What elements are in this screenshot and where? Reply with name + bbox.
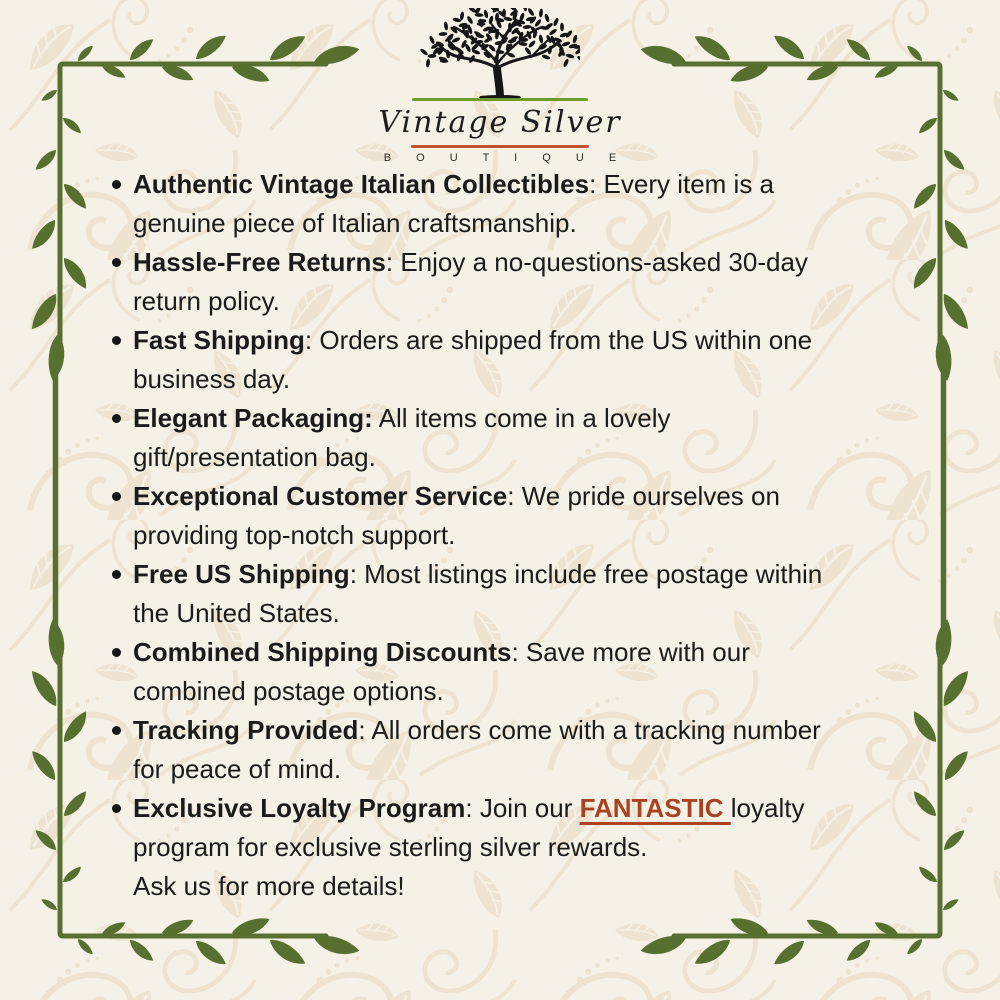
brand-subtitle: B O U T I Q U E [383, 152, 628, 164]
item-head: Combined Shipping Discounts [133, 637, 512, 667]
bullet-icon [112, 648, 121, 657]
item-text: Orders are shipped from the US within one [319, 325, 813, 355]
benefits-list [112, 165, 972, 906]
list-item [112, 165, 972, 243]
item-sep: : [349, 559, 365, 589]
item-head: Tracking Provided [133, 715, 359, 745]
list-item [112, 477, 972, 555]
item-sep: : [589, 169, 604, 199]
item-text: the United States. [133, 598, 340, 628]
item-text: Save more with our [525, 637, 750, 667]
item-text: loyalty [730, 793, 805, 823]
item-text: program for exclusive sterling silver rewards. [133, 832, 648, 862]
item-head: Elegant Packaging: [133, 403, 373, 433]
item-text: Join our [479, 793, 580, 823]
list-item [112, 711, 972, 789]
item-head: Authentic Vintage Italian Collectibles [133, 169, 590, 199]
item-head: Free US Shipping [133, 559, 350, 589]
logo [0, 8, 1000, 164]
bullet-icon [112, 726, 121, 735]
list-item [112, 399, 972, 477]
item-text: gift/presentation bag. [133, 442, 376, 472]
fantastic-highlight: FANTASTIC [579, 793, 731, 823]
logo-divider-green [412, 98, 588, 101]
bullet-icon [112, 804, 121, 813]
list-item [112, 243, 972, 321]
bullet-icon [112, 492, 121, 501]
bullet-icon [112, 570, 121, 579]
logo-divider-red [411, 145, 589, 148]
item-sep: : [304, 325, 320, 355]
item-text: Enjoy a no-questions-asked 30-day [400, 247, 808, 277]
list-item [112, 321, 972, 399]
bullet-icon [112, 180, 121, 189]
item-head: Fast Shipping [133, 325, 305, 355]
bullet-icon [112, 414, 121, 423]
item-sep: : [385, 247, 401, 277]
item-text: All orders come with a tracking number [371, 715, 821, 745]
bullet-icon [112, 336, 121, 345]
list-item [112, 633, 972, 711]
olive-tree-icon [420, 8, 580, 98]
bullet-icon [112, 258, 121, 267]
item-text: providing top-notch support. [133, 520, 456, 550]
item-text: combined postage options. [133, 676, 444, 706]
brand-name: Vintage Silver [378, 105, 622, 140]
item-text: business day. [133, 364, 291, 394]
item-sep: : [465, 793, 480, 823]
item-text: Ask us for more details! [133, 871, 405, 901]
list-item [112, 555, 972, 633]
item-text: All items come in a lovely [378, 403, 671, 433]
item-head: Exceptional Customer Service [133, 481, 508, 511]
item-text: Every item is a [603, 169, 775, 199]
item-sep: : [511, 637, 526, 667]
item-sep: : [358, 715, 372, 745]
list-item [112, 789, 972, 906]
item-sep: : [507, 481, 522, 511]
item-head: Hassle-Free Returns [133, 247, 386, 277]
item-text: return policy. [133, 286, 280, 316]
item-head: Exclusive Loyalty Program [133, 793, 466, 823]
item-text: Most listings include free postage within [364, 559, 823, 589]
item-text: genuine piece of Italian craftsmanship. [133, 208, 577, 238]
item-text: We pride ourselves on [521, 481, 780, 511]
item-text: for peace of mind. [133, 754, 342, 784]
